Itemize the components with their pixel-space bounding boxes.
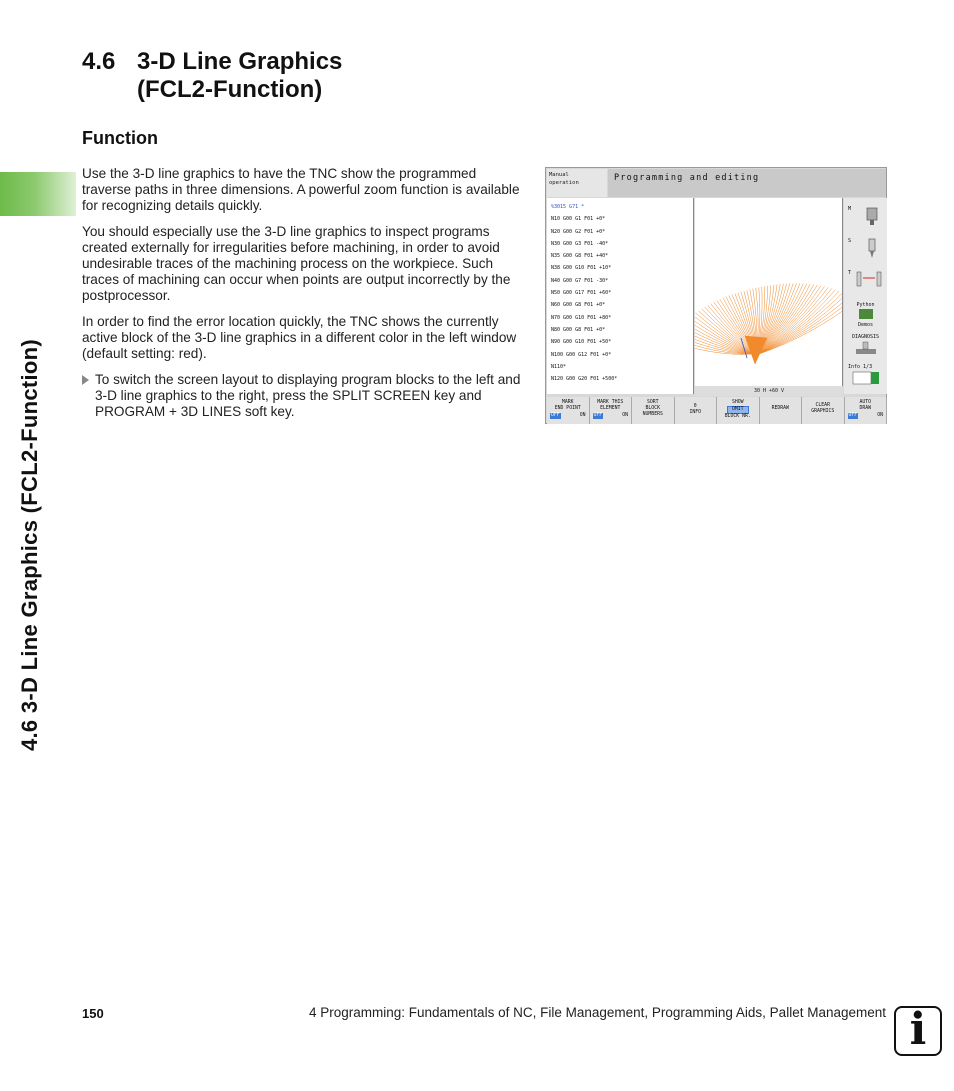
section-number: 4.6 [82, 48, 116, 75]
off-indicator: OFF [848, 413, 858, 418]
section-title-line2: (FCL2-Function) [137, 76, 323, 103]
section-heading [82, 48, 342, 104]
mark-this-element-softkey[interactable] [590, 397, 633, 424]
info-label: Info 1/3 [848, 364, 873, 370]
redraw-softkey[interactable] [760, 397, 803, 424]
side-tab-text: 4.6 3-D Line Graphics (FCL2-Function) [17, 338, 42, 752]
mode-label [547, 169, 607, 197]
paragraph: Use the 3-D line graphics to have the TNC show the programmed traverse paths in three dimensions. A powerful zoom function is available for recognizing details quickly. [82, 166, 520, 213]
softkey-label: AUTO [859, 400, 872, 405]
on-indicator: ON [622, 413, 628, 418]
tool-path-line [758, 287, 828, 354]
diagnosis-icon [853, 340, 879, 356]
program-line[interactable]: N90 G00 G10 F01 +50* [551, 339, 612, 346]
softkey-label: ELEMENT [600, 406, 621, 411]
diagnosis-label: DIAGNOSIS [851, 334, 880, 340]
program-line[interactable]: N110* [551, 363, 567, 370]
bullet-item [82, 372, 527, 420]
softkey-label: GRAPHICS [811, 409, 835, 414]
info-icon [851, 370, 881, 386]
mode-line2: operation [549, 180, 579, 186]
program-line[interactable]: %3015 G71 * [551, 204, 585, 210]
program-line[interactable]: N20 G00 G2 F01 +0* [551, 228, 606, 235]
python-label: Python [856, 302, 875, 308]
graphics-status: 30 H +60 V [695, 386, 843, 396]
paragraph: In order to find the error location quickly, the TNC shows the currently active block of the 3-D line graphics in a different color in the left window (default setting: red). [82, 314, 517, 361]
softkey-label: END POINT [554, 406, 581, 411]
info-softkey[interactable] [675, 397, 718, 424]
program-line[interactable]: N120 G00 G20 F01 +500* [551, 376, 618, 383]
sort-block-numbers-softkey[interactable] [632, 397, 675, 424]
s-label: S [848, 238, 852, 244]
softkey-label: OMIT [727, 406, 749, 414]
s-function-button[interactable] [846, 238, 885, 262]
softkey-label: BLOCK NR. [724, 414, 751, 419]
softkey-label: MARK [561, 400, 574, 405]
program-window [547, 198, 694, 394]
off-indicator: OFF [551, 413, 560, 418]
side-tab [0, 0, 78, 1091]
tool-path-line [759, 291, 840, 354]
softkey-label: SHOW [731, 400, 744, 405]
bullet-text: To switch the screen layout to displaying program blocks to the left and 3-D line graphics to the right, press the SPLIT SCREEN key and PROGRAM + 3D LINES soft key. [95, 372, 521, 419]
program-line[interactable]: N38 G00 G10 F01 +10* [551, 265, 612, 272]
m-label: M [848, 206, 852, 212]
softkey-label: REDRAW [771, 406, 789, 411]
tool-path-line [758, 288, 832, 354]
softkey-label: NUMBERS [642, 412, 663, 417]
softkey-label: INFO [689, 410, 702, 415]
program-line[interactable]: N30 G00 G3 F01 -40* [551, 240, 609, 247]
bullet-arrow-icon [82, 375, 89, 385]
tool-path-line [758, 290, 835, 354]
clear-graphics-softkey[interactable] [802, 397, 845, 424]
softkey-label: BLOCK [645, 406, 660, 411]
program-line[interactable]: N100 G00 G12 F01 +0* [551, 351, 612, 358]
on-indicator: ON [877, 413, 883, 418]
mark-end-point-softkey[interactable] [547, 397, 590, 424]
tnc-screenshot [545, 167, 887, 424]
info-button[interactable] [846, 364, 885, 388]
show-omit-block-nr-softkey[interactable] [717, 397, 760, 424]
body-text [82, 166, 527, 420]
screen-title: Programming and editing [608, 169, 886, 197]
section-title-line1: 3-D Line Graphics [137, 48, 343, 75]
chapter-footer: 4 Programming: Fundamentals of NC, File Management, Programming Aids, Pallet Management [308, 1005, 886, 1020]
info-icon: i [894, 1006, 942, 1056]
t-label: T [848, 270, 852, 276]
paragraph: You should especially use the 3-D line graphics to inspect programs created externally for irregularities before machining, in order to avoid undesirable traces of the machining process on the workpiece. Such traces of machining can occur when points are output incorrectly by the postprocessor. [82, 224, 511, 303]
softkey-label: 0 [693, 404, 697, 409]
m-function-button[interactable] [846, 206, 885, 228]
softkey-label: SORT [646, 400, 659, 405]
program-line[interactable]: N70 G00 G10 F01 +80* [551, 314, 612, 321]
off-indicator: OFF [593, 413, 603, 418]
subheading: Function [82, 128, 158, 148]
t-function-button[interactable] [846, 270, 885, 294]
mode-line1: Manual [549, 172, 569, 178]
python-icon [858, 308, 874, 320]
graphics-window[interactable] [695, 198, 843, 394]
softkey-label: CLEAR [815, 403, 830, 408]
tool-change-icon [853, 270, 885, 292]
softkey-row [547, 397, 887, 424]
on-indicator: ON [579, 413, 586, 418]
side-softkey-bar [844, 198, 887, 394]
python-demos-button[interactable] [846, 302, 885, 328]
softkey-label: DRAW [859, 406, 872, 411]
program-line[interactable]: N35 G00 G8 F01 +40* [551, 253, 609, 260]
3d-line-graphics [695, 198, 842, 386]
program-line[interactable]: N60 G00 G8 F01 +0* [551, 302, 606, 309]
spindle-icon [862, 206, 882, 226]
demos-label: Demos [857, 322, 874, 328]
program-line[interactable]: N40 G00 G7 F01 -30* [551, 277, 609, 284]
program-line[interactable]: N80 G00 G8 F01 +0* [551, 326, 606, 333]
softkey-label: MARK THIS [597, 400, 624, 405]
program-line[interactable]: N10 G00 G1 F01 +0* [551, 216, 606, 223]
program-line[interactable]: N50 G00 G17 F01 +60* [551, 290, 612, 297]
page-number: 150 [82, 1006, 104, 1021]
auto-draw-softkey[interactable] [845, 397, 888, 424]
diagnosis-button[interactable] [846, 334, 885, 358]
tool-icon [862, 238, 882, 260]
